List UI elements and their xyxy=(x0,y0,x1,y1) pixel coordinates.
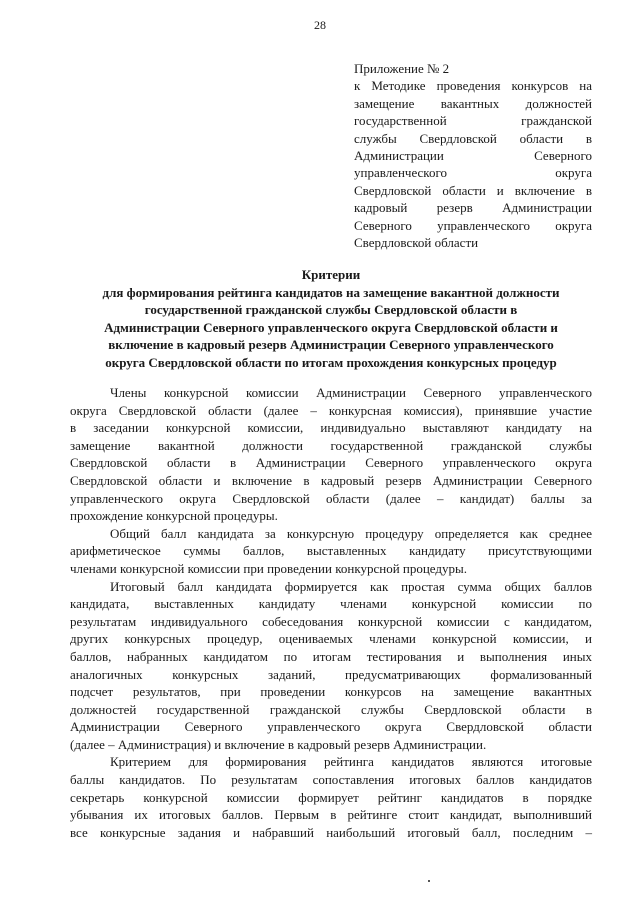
title-line: государственной гражданской службы Свердловской области в xyxy=(144,302,518,318)
text-line: кандидата, выставленных кандидату членами конкурсной комиссии по xyxy=(70,596,592,612)
title-line: округа Свердловской области по итогам прохождения конкурсных процедур xyxy=(105,354,557,370)
text-line: Свердловской области и включение в кадровый резерв Администрации Северного xyxy=(70,472,592,488)
scan-speck xyxy=(428,880,430,882)
text-line: в заседании конкурсной комиссии, индивидуально выставляют кандидату на xyxy=(70,420,592,436)
title-line: включение в кадровый резерв Администрации Северного управленческого xyxy=(108,337,554,353)
text-line: других конкурсных процедур, оцениваемых членами конкурсной комиссии, и xyxy=(70,631,592,647)
appendix-line: Северного управленческого округа xyxy=(354,217,592,233)
text-line: Общий балл кандидата за конкурсную процедуру определяется как среднее xyxy=(110,525,592,541)
paragraph xyxy=(70,753,592,841)
title-line: для формирования рейтинга кандидатов на замещение вакантной должности xyxy=(102,284,560,300)
text-line: все конкурсные задания и набравший наибольший итоговый балл, последним – xyxy=(70,824,592,840)
text-line: прохождение конкурсной процедуры. xyxy=(70,508,278,524)
text-line: секретарь конкурсной комиссии формирует рейтинг кандидатов в порядке xyxy=(70,789,592,805)
text-line: округа Свердловской области (далее – конкурсная комиссия), принявшие участие xyxy=(70,402,592,418)
document-body xyxy=(70,384,592,841)
text-line: управленческого округа Свердловской области (далее – кандидат) баллы за xyxy=(70,490,592,506)
text-line: баллы кандидатов. По результатам сопоставления итоговых баллов кандидатов xyxy=(70,772,592,788)
text-line: Администрации Северного управленческого округа Свердловской области xyxy=(70,719,592,735)
appendix-line: кадровый резерв Администрации xyxy=(354,200,592,216)
appendix-line: Администрации Северного xyxy=(354,148,592,164)
appendix-line: службы Свердловской области в xyxy=(354,130,592,146)
document-title xyxy=(70,266,592,372)
text-line: результатам индивидуального собеседования конкурсной комиссии с кандидатом, xyxy=(70,613,592,629)
text-line: Итоговый балл кандидата формируется как простая сумма общих баллов xyxy=(110,578,592,594)
appendix-header xyxy=(354,60,592,251)
page-number: 28 xyxy=(314,18,326,32)
appendix-line: Свердловской области xyxy=(354,235,479,251)
text-line: Свердловской области в Администрации Северного управленческого округа xyxy=(70,455,592,471)
text-line: Члены конкурсной комиссии Администрации Северного управленческого xyxy=(110,385,592,400)
text-line: Критерием для формирования рейтинга кандидатов являются итоговые xyxy=(110,754,592,770)
title-line: Критерии xyxy=(301,267,361,282)
text-line: должностей государственной гражданской службы Свердловской области в xyxy=(70,701,592,717)
appendix-line: Приложение № 2 xyxy=(354,61,450,76)
text-line: аналогичных конкурсных заданий, предусматривающих формализованный xyxy=(70,666,592,682)
text-line: баллов, набранных кандидатом по итогам тестирования и выполнения иных xyxy=(70,648,592,664)
appendix-line: к Методике проведения конкурсов на xyxy=(354,78,592,94)
text-line: арифметическое суммы баллов, выставленных кандидату присутствующими xyxy=(70,543,592,559)
text-line: подсчет результатов, при проведении конкурсов на замещение вакантных xyxy=(70,684,592,700)
appendix-line: управленческого округа xyxy=(354,165,592,181)
text-line: убывания их итоговых баллов. Первым в рейтинге стоит кандидат, выполнивший xyxy=(70,807,592,823)
text-line: замещение вакантной должности государственной гражданской службы xyxy=(70,437,592,453)
appendix-line: Свердловской области и включение в xyxy=(354,182,592,198)
text-line: членами конкурсной комиссии при проведении конкурсной процедуры. xyxy=(70,560,468,576)
appendix-line: государственной гражданской xyxy=(354,113,592,129)
paragraph xyxy=(70,578,592,754)
appendix-line: замещение вакантных должностей xyxy=(354,95,592,111)
text-line: (далее – Администрация) и включение в кадровый резерв Администрации. xyxy=(70,736,487,752)
paragraph xyxy=(70,525,592,578)
title-line: Администрации Северного управленческого округа Свердловской области и xyxy=(104,319,558,335)
paragraph xyxy=(70,384,592,525)
